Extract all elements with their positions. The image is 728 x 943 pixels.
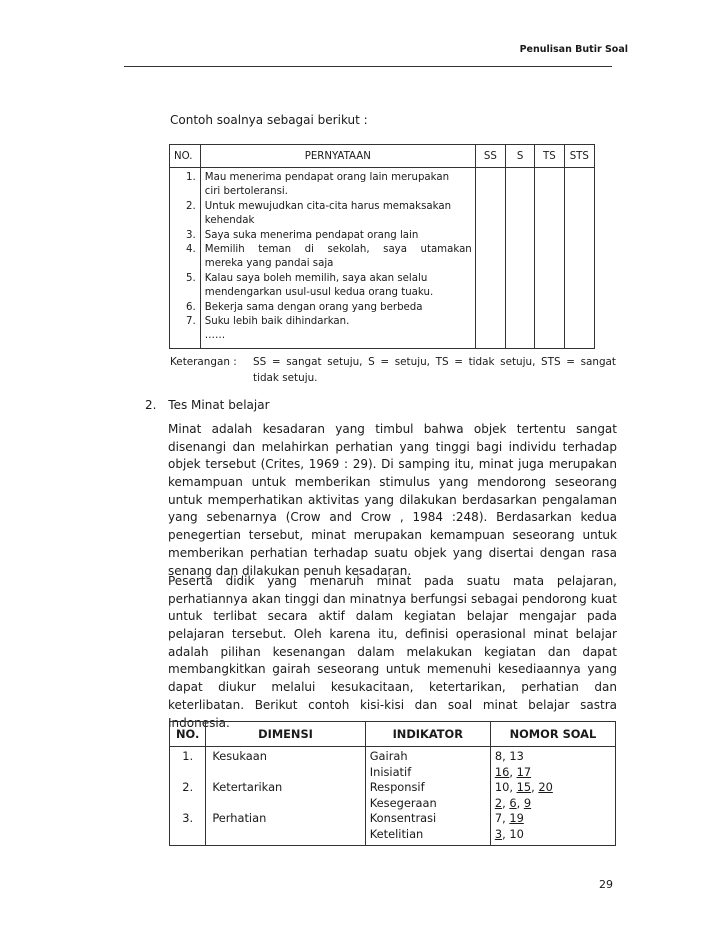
nomor-soal-cell — [495, 780, 614, 796]
statement-line: …… — [204, 330, 226, 342]
row-number: 2. — [186, 200, 196, 212]
nomor-soal-cell — [495, 827, 614, 843]
soal-number: , — [531, 780, 539, 794]
row-number — [171, 796, 204, 812]
paragraph-line: Minat adalah kesadaran yang timbul bahwa objek tertentu sangat — [168, 422, 617, 436]
statement-column — [200, 168, 475, 349]
soal-number: 20 — [538, 780, 553, 794]
indicator-cell: Kesegeraan — [369, 795, 437, 810]
statement-line: Suku lebih baik dihindarkan. — [204, 315, 350, 327]
indicator-column — [365, 747, 490, 846]
paragraph-line: adalah pilihan kesenangan dalam melakukan kegiatan dan dapat — [168, 644, 617, 659]
section-title: Tes Minat belajar — [168, 398, 270, 412]
soal-number: 2 — [494, 795, 503, 810]
section-number: 2. — [145, 398, 157, 412]
paragraph-line: untuk memperhatikan aktivitas yang dilakukan berdasarkan pengalaman — [168, 492, 617, 507]
nomor-soal-cell — [495, 796, 614, 812]
number-column — [170, 168, 201, 349]
indicator-cell: Ketelitian — [369, 826, 424, 841]
paragraph-line: untuk terlibat secara aktif dalam kegiatan belajar mengajar pada — [168, 609, 617, 624]
paragraph-line: keterlibatan. Berikut contoh kisi-kisi dan soal minat belajar sastra — [168, 697, 617, 712]
indicator-cell: Responsif — [369, 780, 425, 794]
indicator-cell: Konsentrasi — [369, 811, 437, 825]
paragraph-2 — [168, 573, 617, 732]
dimension-cell: Kesukaan — [212, 749, 267, 763]
soal-number: 10, — [494, 780, 517, 794]
row-number: 6. — [186, 301, 196, 313]
col-ss: SS — [475, 145, 505, 168]
col-nomor-soal: NOMOR SOAL — [490, 722, 615, 747]
paragraph-line: perhatiannya akan tinggi dan minatnya berfungsi sebagai pendorong kuat — [168, 591, 617, 606]
paragraph-line: penegertian tersebut, minat merupakan kemampuan seseorang untuk — [168, 528, 617, 543]
number-column — [170, 747, 206, 846]
soal-number: , 10 — [502, 826, 524, 841]
row-number — [171, 257, 196, 271]
row-number: 3. — [182, 811, 194, 825]
header-rule — [124, 66, 612, 67]
statement-line: Memilih teman di sekolah, saya utamakan — [204, 243, 472, 255]
col-sts: STS — [564, 145, 594, 168]
soal-number: 8, 13 — [494, 749, 524, 763]
dimension-cell — [212, 827, 363, 843]
soal-number: , — [516, 795, 524, 810]
nomor-soal-cell — [495, 749, 614, 765]
paragraph-line: dapat diukur melalui kesukacitaan, ketertarikan, perhatian dan — [168, 680, 617, 695]
nomor-soal-column — [490, 747, 615, 846]
soal-number: 3 — [494, 826, 503, 841]
nomor-soal-cell — [495, 811, 614, 827]
statement-line: ciri bertoleransi. — [204, 186, 288, 198]
ts-cell — [535, 168, 564, 349]
page-number: 29 — [599, 878, 613, 891]
intro-text: Contoh soalnya sebagai berikut : — [170, 113, 368, 127]
paragraph-line: objek tersebut (Crites, 1969 : 29). Di samping itu, minat juga merupakan — [168, 457, 617, 472]
statement-table — [169, 144, 595, 349]
dimension-column — [206, 747, 365, 846]
paragraph-line: senang dan dilakukan penuh kesadaran. — [168, 563, 412, 578]
col-no: NO. — [170, 722, 206, 747]
statement-line: mereka yang pandai saja — [204, 258, 334, 270]
statement-line: Untuk mewujudkan cita-cita harus memaksakan — [204, 200, 452, 212]
legend-line-2: tidak setuju. — [253, 372, 318, 384]
statement-line: Mau menerima pendapat orang lain merupakan — [204, 172, 450, 183]
legend-label: Keterangan : — [170, 356, 237, 368]
soal-number: 6 — [509, 795, 517, 810]
kisi-kisi-table — [169, 721, 616, 846]
soal-number: 9 — [523, 795, 532, 810]
soal-number: 16 — [494, 764, 510, 779]
paragraph-line: disenangi dan melahirkan perhatian yang tinggi bagi individu terhadap — [168, 439, 617, 454]
legend-note — [170, 354, 616, 386]
col-pernyataan: PERNYATAAN — [200, 145, 475, 168]
row-number — [171, 827, 204, 843]
paragraph-line: Peserta didik yang menaruh minat pada suatu mata pelajaran, — [168, 574, 617, 588]
indicator-cell: Inisiatif — [369, 764, 412, 779]
soal-number: , — [502, 795, 510, 810]
row-number — [171, 185, 196, 199]
paragraph-line: yang sebenarnya (Crow and Crow , 1984 :248). Berdasarkan kedua — [168, 510, 617, 525]
paragraph-line: Indonesia. — [168, 715, 230, 730]
statement-line: mendengarkan usul-usul kedua orang tuaku. — [204, 287, 434, 299]
row-number: 1. — [182, 749, 194, 763]
ss-cell — [475, 168, 505, 349]
paragraph-line: membangkitkan gairah seseorang untuk memenuhi kesediaannya yang — [168, 662, 617, 677]
dimension-cell — [212, 765, 363, 781]
row-number — [171, 214, 196, 228]
soal-number: 17 — [516, 764, 532, 779]
s-cell — [506, 168, 535, 349]
running-header: Penulisan Butir Soal — [519, 44, 628, 55]
sts-cell — [564, 168, 594, 349]
section-heading — [145, 398, 270, 412]
row-number: 5. — [186, 272, 196, 284]
row-number: 4. — [186, 243, 196, 255]
paragraph-line: pelajaran tersebut. Oleh karena itu, definisi operasional minat belajar — [168, 627, 617, 642]
col-no: NO. — [170, 145, 201, 168]
dimension-cell: Perhatian — [212, 811, 267, 825]
paragraph-line: kemampuan untuk memberikan stimulus yang mendorong seseorang — [168, 475, 617, 490]
row-number: 7. — [186, 315, 196, 327]
row-number — [171, 329, 196, 343]
statement-line: Kalau saya boleh memilih, saya akan selalu — [204, 272, 428, 284]
nomor-soal-cell — [495, 765, 614, 781]
row-number — [171, 765, 204, 781]
paragraph-line: memberikan perhatian terhadap suatu objek yang disertai dengan rasa — [168, 545, 617, 560]
row-number — [171, 286, 196, 300]
col-indikator: INDIKATOR — [365, 722, 490, 747]
indicator-cell: Gairah — [369, 749, 408, 763]
paragraph-1 — [168, 421, 617, 580]
col-dimensi: DIMENSI — [206, 722, 365, 747]
statement-line: kehendak — [204, 215, 255, 227]
col-s: S — [506, 145, 535, 168]
row-number: 1. — [186, 172, 196, 183]
statement-line: Saya suka menerima pendapat orang lain — [204, 229, 419, 241]
statement-line: Bekerja sama dengan orang yang berbeda — [204, 301, 423, 313]
col-ts: TS — [535, 145, 564, 168]
dimension-cell — [212, 796, 363, 812]
row-number: 2. — [182, 780, 194, 794]
dimension-cell: Ketertarikan — [212, 780, 283, 794]
soal-number: , — [509, 764, 517, 779]
soal-number: 7, — [494, 811, 510, 825]
legend-line-1: SS = sangat setuju, S = setuju, TS = tidak setuju, STS = sangat — [253, 356, 616, 368]
soal-number: 19 — [509, 811, 524, 825]
row-number: 3. — [186, 229, 196, 241]
soal-number: 15 — [516, 780, 532, 794]
